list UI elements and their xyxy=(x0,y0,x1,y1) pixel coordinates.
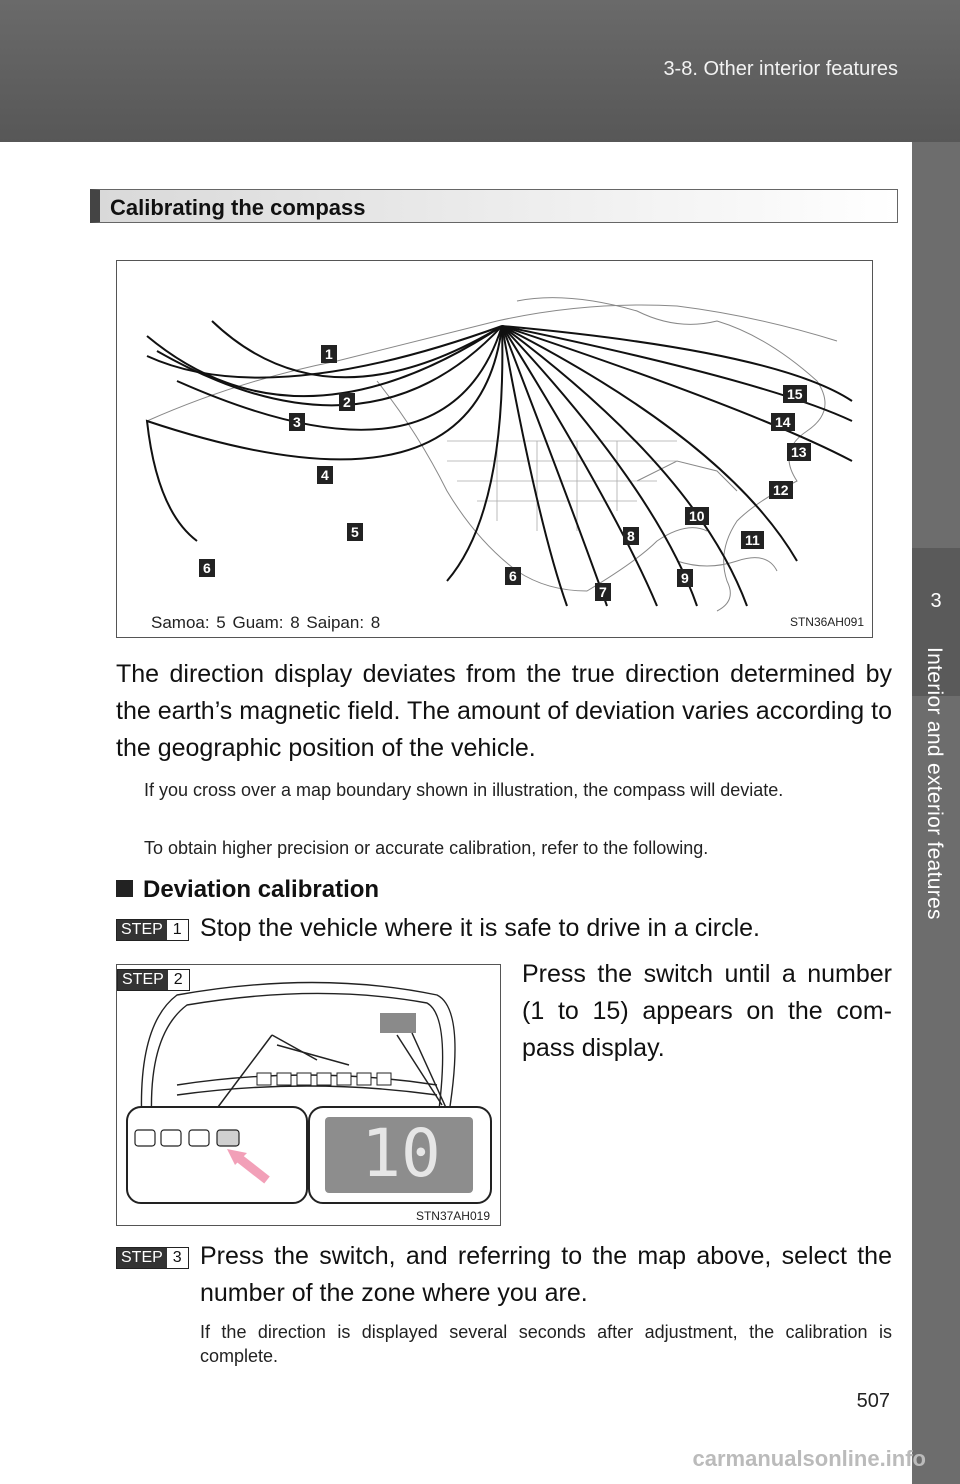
watermark: carmanualsonline.info xyxy=(692,1446,926,1471)
zone-label-4: 4 xyxy=(317,466,333,484)
zone-label-9: 9 xyxy=(677,569,693,587)
step-3-badge-number: 3 xyxy=(167,1248,188,1268)
compass-zone-map xyxy=(116,260,873,638)
step-3-text: Press the switch, and referring to the map above, select the number of the zone where you are. xyxy=(200,1242,892,1307)
step-3-badge-label: STEP xyxy=(117,1248,167,1268)
step-1-text: Stop the vehicle where it is safe to drive in a circle. xyxy=(200,914,760,942)
zone-label-15: 15 xyxy=(783,385,807,403)
side-tab xyxy=(912,142,960,1484)
step-1-badge-number: 1 xyxy=(167,920,188,940)
zone-label-6-east: 6 xyxy=(505,567,521,585)
step-1-badge xyxy=(116,919,189,941)
section-title-bar xyxy=(90,189,898,223)
step-1-badge-label: STEP xyxy=(117,920,167,940)
section-title: Calibrating the compass xyxy=(110,195,366,220)
switch-closeup-panel xyxy=(127,1107,307,1203)
deviation-calibration-heading xyxy=(116,876,379,904)
zone-label-5: 5 xyxy=(347,523,363,541)
page-number: 507 xyxy=(856,1390,890,1412)
zone-label-10: 10 xyxy=(685,507,709,525)
subheading-text: Deviation calibration xyxy=(143,876,380,903)
intro-note: If you cross over a map boundary shown in illustration, the compass will deviate. xyxy=(144,780,784,800)
side-tab-number: 3 xyxy=(930,590,942,612)
zone-label-1: 1 xyxy=(321,345,337,363)
zone-label-11: 11 xyxy=(741,531,764,549)
zone-label-6-west: 6 xyxy=(199,559,215,577)
compass-display-small xyxy=(380,1013,416,1033)
mirror-switch-illustration xyxy=(116,964,501,1226)
step-2-text: Press the switch until a number (1 to 15) appears on the com-pass display. xyxy=(522,960,892,1062)
zone-label-3: 3 xyxy=(289,413,305,431)
zone-label-2: 2 xyxy=(339,393,355,411)
mirror-figure-code: STN37AH019 xyxy=(415,1209,490,1223)
side-tab-label: Interior and exterior features xyxy=(923,647,946,920)
zone-label-12: 12 xyxy=(769,481,793,499)
intro-paragraph: The direction display deviates from the true direction determined by the earth’s magnetic field. The amount of deviation varies according to the geographic position of the vehicle. xyxy=(116,660,892,762)
map-island-caption: Samoa: 5 Guam: 8 Saipan: 8 xyxy=(151,613,381,632)
zone-label-7: 7 xyxy=(595,583,611,601)
header-section-title: 3-8. Other interior features xyxy=(663,58,898,80)
map-figure-code: STN36AH091 xyxy=(789,615,864,629)
step-2-badge xyxy=(117,969,190,991)
intro-note-2: To obtain higher precision or accurate calibration, refer to the following. xyxy=(144,838,709,858)
final-note: If the direction is displayed several seconds after adjustment, the calibration is complete. xyxy=(200,1322,892,1366)
compass-display-value: 10 xyxy=(361,1115,441,1192)
step-3-badge xyxy=(116,1247,189,1269)
zone-label-8: 8 xyxy=(623,527,639,545)
bullet-square-icon xyxy=(116,880,133,897)
zone-label-14: 14 xyxy=(771,413,795,431)
map-illustration xyxy=(117,261,873,638)
step-2-badge-label: STEP xyxy=(118,970,168,990)
step-2-badge-number: 2 xyxy=(168,970,189,990)
zone-label-13: 13 xyxy=(787,443,811,461)
